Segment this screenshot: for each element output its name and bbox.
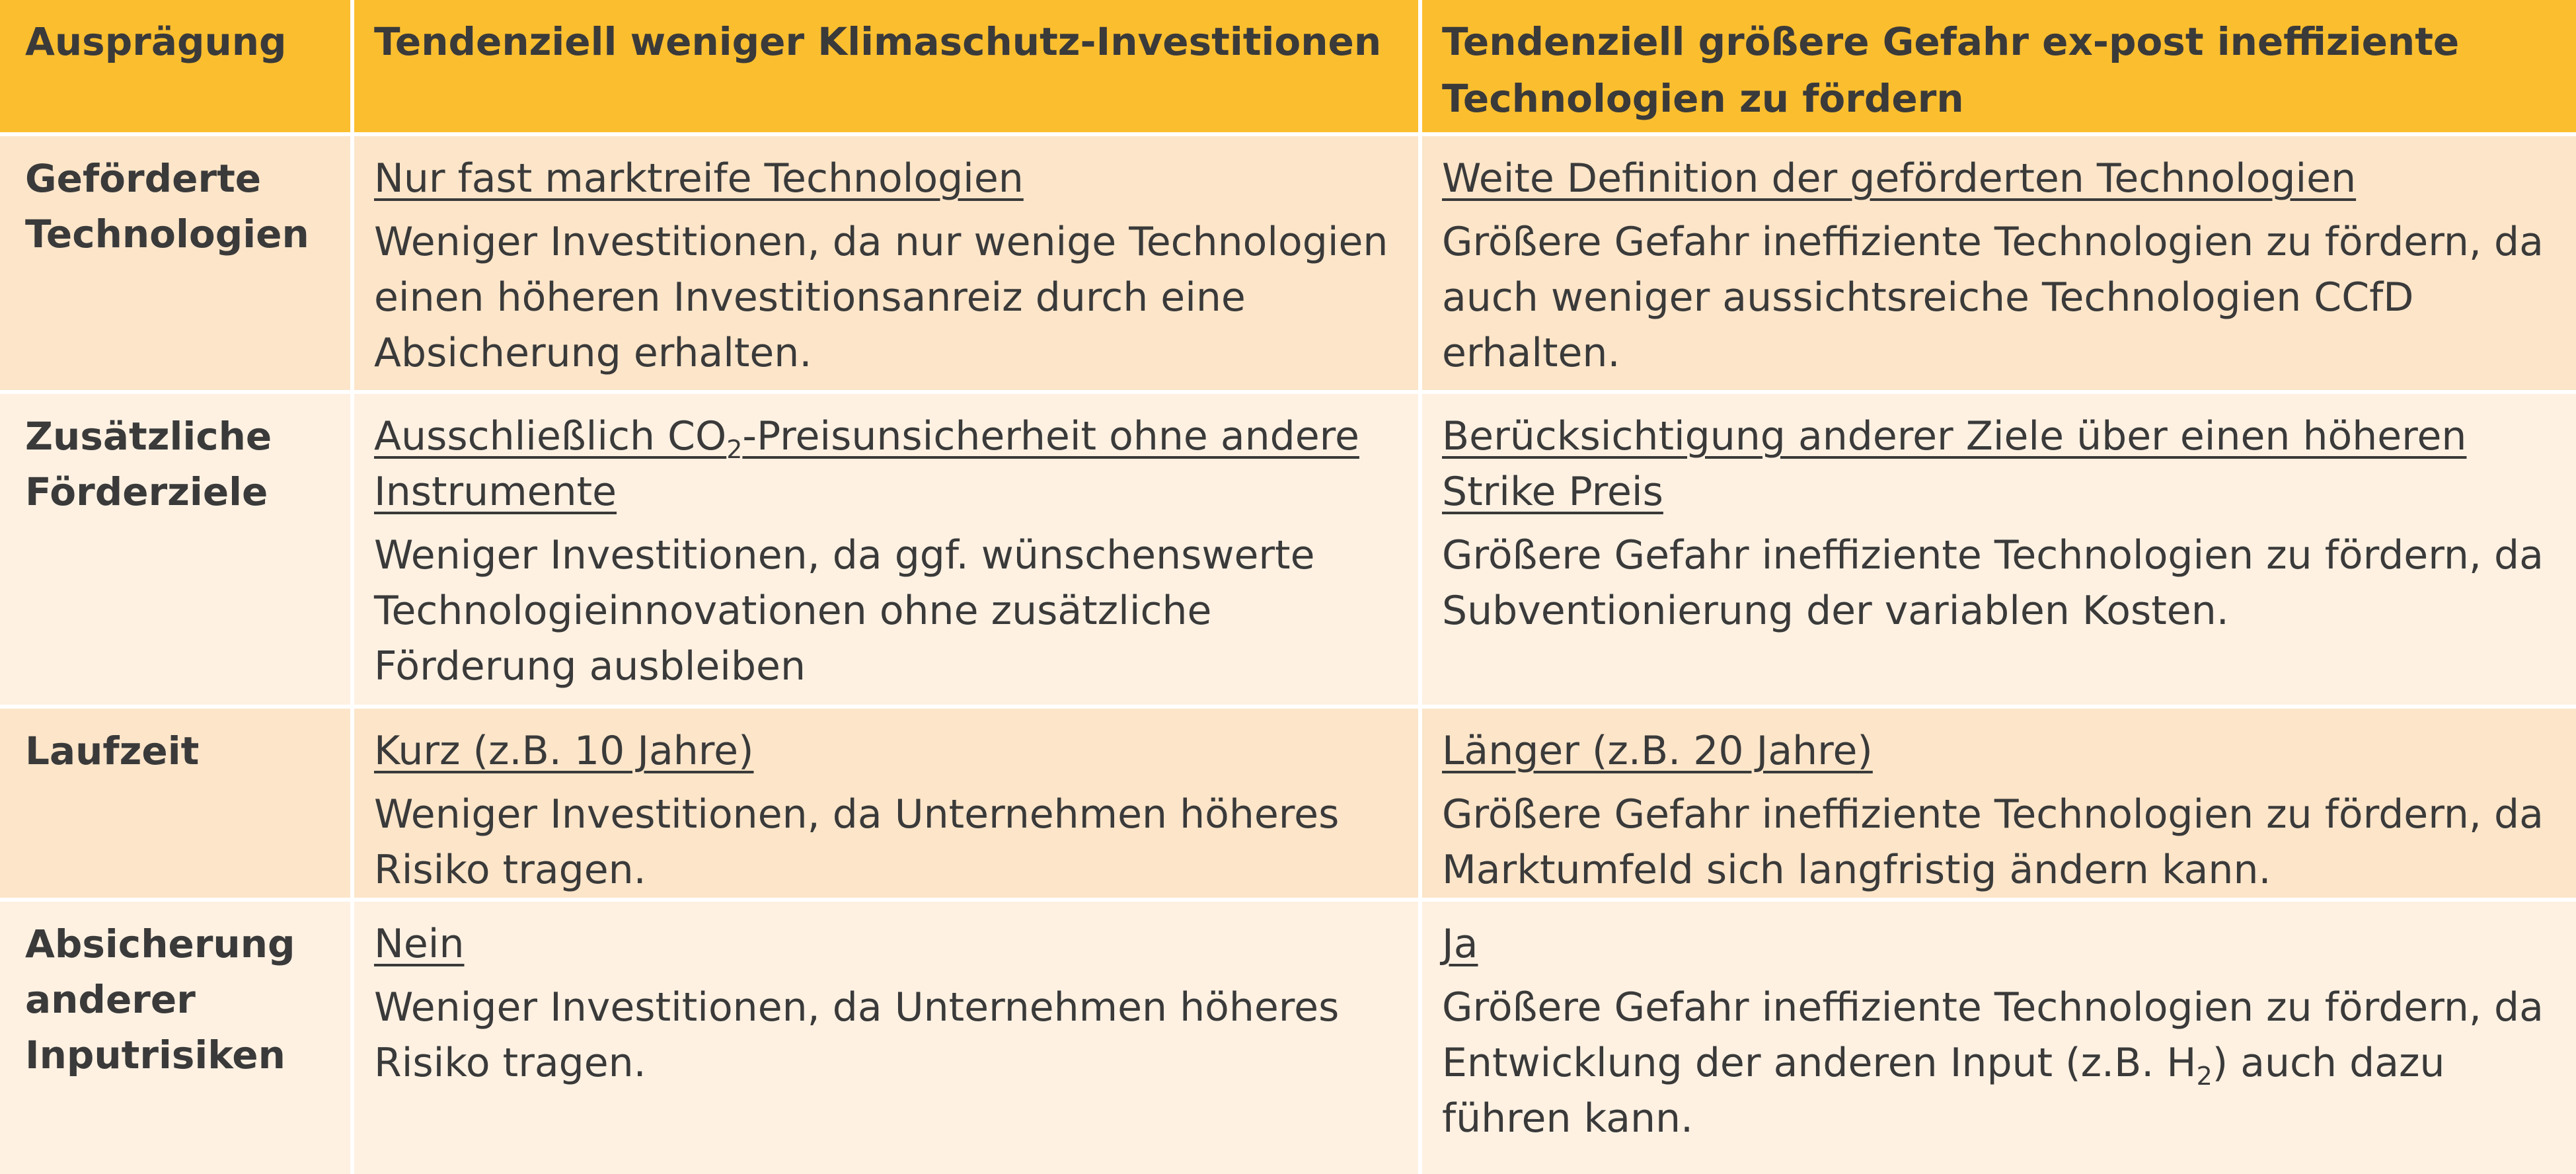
row-label-cell-laufzeit <box>0 705 350 898</box>
cell-description: Weniger Investitionen, da Unternehmen höheres Risiko tragen. <box>374 791 1340 893</box>
cell-title: Berücksichtigung anderer Ziele über einen höheren Strike Preis <box>1442 413 2467 515</box>
cell-absicherung-inputrisiken-left <box>354 898 1418 1174</box>
subscript: 2 <box>726 435 743 464</box>
header-auspraegung-text: Ausprägung <box>25 19 287 64</box>
cell-description: Weniger Investitionen, da ggf. wünschenswerte Technologieinnovationen ohne zusätzliche Förderung ausbleiben <box>374 532 1315 689</box>
cell-description: Größere Gefahr ineffiziente Technologien zu fördern, da Marktumfeld sich langfristig ändern kann. <box>1442 791 2544 893</box>
cell-description: Größere Gefahr ineffiziente Technologien zu fördern, da auch weniger aussichtsreiche Technologien CCfD erhalten. <box>1442 219 2544 376</box>
row-label: Zusätzliche Förderziele <box>25 414 272 514</box>
cell-absicherung-inputrisiken-right <box>1422 898 2576 1174</box>
cell-title <box>374 409 1418 520</box>
cell-description-part: ) auch dazu führen kann. <box>1442 1040 2445 1142</box>
cell-description-part: Größere Gefahr ineffiziente Technologien zu fördern, da Entwicklung der anderen Input (z.B. H <box>1442 984 2544 1086</box>
row-label: Laufzeit <box>25 728 200 773</box>
row-label-cell-gefoerderte-technologien <box>0 132 350 390</box>
row-label: Geförderte Technologien <box>25 156 309 256</box>
cell-title: Länger (z.B. 20 Jahre) <box>1442 728 1873 774</box>
cell-title: Ja <box>1442 921 1478 967</box>
cell-description: Weniger Investitionen, da nur wenige Technologien einen höheren Investitionsanreiz durch eine Absicherung erhalten. <box>374 219 1388 376</box>
row-label-cell-absicherung-inputrisiken <box>0 898 350 1174</box>
cell-zusaetzliche-foerderziele-left <box>354 390 1418 705</box>
header-ineffiziente-technologien <box>1422 0 2576 132</box>
cell-description: Größere Gefahr ineffiziente Technologien zu fördern, da Subventionierung der variablen Kosten. <box>1442 532 2544 634</box>
cell-title-part: Ausschließlich CO <box>374 413 727 459</box>
row-label-cell-zusaetzliche-foerderziele <box>0 390 350 705</box>
cell-description: Weniger Investitionen, da Unternehmen höheres Risiko tragen. <box>374 984 1340 1086</box>
cell-gefoerderte-technologien-right <box>1422 132 2576 390</box>
cell-title: Nur fast marktreife Technologien <box>374 155 1024 202</box>
header-ineffiziente-technologien-text: Tendenziell größere Gefahr ex-post ineffiziente Technologien zu fördern <box>1442 19 2460 121</box>
subscript: 2 <box>2196 1062 2213 1091</box>
cell-zusaetzliche-foerderziele-right <box>1422 390 2576 705</box>
row-label: Absicherung anderer Inputrisiken <box>25 921 295 1077</box>
cell-description <box>1442 980 2576 1146</box>
cell-title: Nein <box>374 921 465 967</box>
header-auspraegung <box>0 0 350 132</box>
cell-title: Weite Definition der geförderten Technologien <box>1442 155 2357 202</box>
cell-gefoerderte-technologien-left <box>354 132 1418 390</box>
cell-title-part: -Preisunsicherheit ohne andere Instrumente <box>374 413 1359 515</box>
header-weniger-investitionen-text: Tendenziell weniger Klimaschutz-Investitionen <box>374 19 1382 64</box>
cell-laufzeit-right <box>1422 705 2576 898</box>
cell-title: Kurz (z.B. 10 Jahre) <box>374 728 754 774</box>
header-weniger-investitionen <box>354 0 1418 132</box>
cell-laufzeit-left <box>354 705 1418 898</box>
